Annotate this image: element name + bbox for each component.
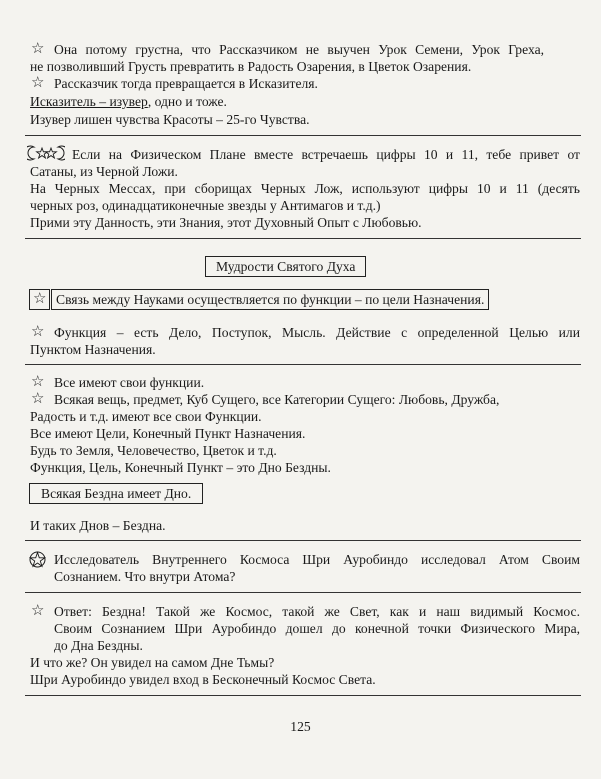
text-line: Пунктом Назначения. (30, 342, 156, 357)
star-outline-icon: ☆ (31, 75, 45, 91)
text-line: Исказитель – изувер, одно и тоже. (30, 94, 227, 109)
section-divider (25, 695, 581, 696)
text-line: Исследователь Внутреннего Космоса Шри Ауробиндо исследовал Атом Своим (54, 552, 580, 567)
star-outline-icon: ☆ (31, 391, 45, 407)
text-line: Своим Сознанием Шри Ауробиндо дошел до конечной точки Физического Мира, (54, 621, 580, 636)
double-star-moon-icon (27, 145, 65, 161)
text-line: И что же? Он увидел на самом Дне Тьмы? (30, 655, 275, 670)
text-line: черных роз, одинадцатиконечные звезды у Антимагов и т.д.) (30, 198, 381, 213)
section-heading: Мудрости Святого Духа (205, 256, 366, 277)
text-line: Сатаны, из Черной Ложи. (30, 164, 178, 179)
text-line: Радость и т.д. имеют все свои Функции. (30, 409, 262, 424)
text-line: Всякая вещь, предмет, Куб Сущего, все Категории Сущего: Любовь, Дружба, (54, 392, 500, 407)
text-line: Ответ: Бездна! Такой же Космос, такой же Свет, как и наш видимый Космос. (54, 604, 580, 619)
boxed-statement: Всякая Бездна имеет Дно. (29, 483, 203, 504)
text-line: Прими эту Данность, эти Знания, этот Духовный Опыт с Любовью. (30, 215, 422, 230)
star-outline-icon: ☆ (31, 324, 45, 340)
star-outline-icon: ☆ (29, 289, 50, 310)
star-outline-icon: ☆ (31, 374, 45, 390)
pentagram-circle-icon (29, 551, 46, 568)
text-line: Изувер лишен чувства Красоты – 25-го Чувства. (30, 112, 310, 127)
text-line: Если на Физическом Плане вместе встречаешь цифры 10 и 11, тебе привет от (72, 147, 580, 162)
boxed-statement: Связь между Науками осуществляется по функции – по цели Назначения. (51, 289, 489, 310)
text-line: до Дна Бездны. (54, 638, 143, 653)
star-outline-icon: ☆ (31, 603, 45, 619)
underlined-phrase: Исказитель – изувер (30, 94, 148, 109)
section-divider (25, 135, 581, 136)
text-line: не позволивший Грусть превратить в Радость Озарения, в Цветок Озарения. (30, 59, 472, 74)
text-line: И таких Днов – Бездна. (30, 518, 166, 533)
text-line: Шри Ауробиндо увидел вход в Бесконечный Космос Света. (30, 672, 376, 687)
text-line: Она потому грустна, что Рассказчиком не выучен Урок Семени, Урок Греха, (54, 42, 544, 57)
section-divider (25, 540, 581, 541)
text-line: Все имеют свои функции. (54, 375, 205, 390)
text-line: Функция, Цель, Конечный Пункт – это Дно Бездны. (30, 460, 331, 475)
text-line: Сознанием. Что внутри Атома? (54, 569, 236, 584)
section-divider (25, 592, 581, 593)
section-divider (25, 364, 581, 365)
text-line: Будь то Земля, Человечество, Цветок и т.д. (30, 443, 277, 458)
star-outline-icon: ☆ (31, 41, 45, 57)
text-line: Функция – есть Дело, Поступок, Мысль. Действие с определенной Целью или (54, 325, 580, 340)
page-number: 125 (290, 719, 311, 734)
text-line: Все имеют Цели, Конечный Пункт Назначения. (30, 426, 306, 441)
section-divider (25, 238, 581, 239)
text-line: Рассказчик тогда превращается в Исказителя. (54, 76, 318, 91)
text-line: На Черных Мессах, при сборищах Черных Лож, используют цифры 10 и 11 (десять (30, 181, 580, 196)
